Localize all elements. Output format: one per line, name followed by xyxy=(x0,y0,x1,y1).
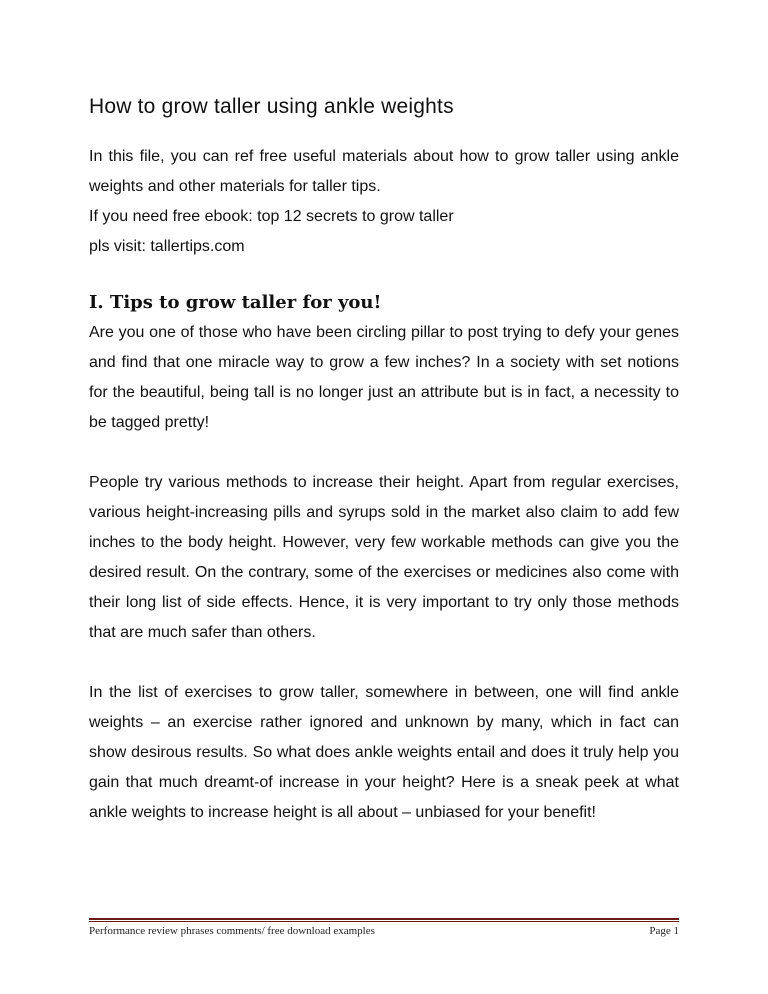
footer-rule xyxy=(89,918,679,920)
paragraph-spacer xyxy=(89,438,679,468)
intro-block xyxy=(89,142,679,262)
page-footer xyxy=(89,918,679,937)
paragraph-spacer xyxy=(89,648,679,678)
visit-line: pls visit: tallertips.com xyxy=(89,238,245,255)
page-content xyxy=(89,92,679,828)
footer-text: Performance review phrases comments/ free download examples xyxy=(89,925,375,937)
body-paragraph-1: Are you one of those who have been circling pillar to post trying to defy your genes and find that one miracle way to grow a few inches? In a society with set notions for the beautiful, being tall is no longer just an attribute but is in fact, a necessity to be tagged pretty! xyxy=(89,324,679,431)
page-number: Page 1 xyxy=(649,925,679,937)
document-title: How to grow taller using ankle weights xyxy=(89,95,454,118)
intro-paragraph: In this file, you can ref free useful materials about how to grow taller using ankle weights and other materials for taller tips. xyxy=(89,148,679,195)
body-paragraph-2: People try various methods to increase their height. Apart from regular exercises, various height-increasing pills and syrups sold in the market also claim to add few inches to the body height. However, very few workable methods can give you the desired result. On the contrary, some of the exercises or medicines also come with their long list of side effects. Hence, it is very important to try only those methods that are much safer than others. xyxy=(89,474,679,641)
ebook-line: If you need free ebook: top 12 secrets to grow taller xyxy=(89,208,454,225)
footer-row xyxy=(89,925,679,937)
body-paragraph-3: In the list of exercises to grow taller, somewhere in between, one will find ankle weights – an exercise rather ignored and unknown by many, which in fact can show desirous results. So what does ankle weights entail and does it truly help you gain that much dreamt-of increase in your height? Here is a sneak peek at what ankle weights to increase height is all about – unbiased for your benefit! xyxy=(89,684,679,821)
footer-rule-thin xyxy=(89,921,679,922)
section-heading: I. Tips to grow taller for you! xyxy=(89,292,382,313)
